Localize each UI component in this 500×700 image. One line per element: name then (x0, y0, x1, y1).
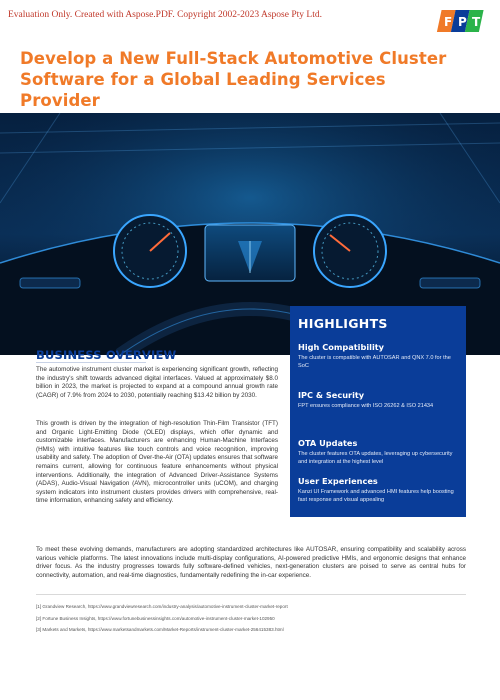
highlights-panel (290, 306, 466, 517)
fpt-logo (436, 8, 486, 38)
highlight-user-experiences (298, 476, 458, 505)
heading-underline (36, 362, 146, 363)
reference-1: [1] Grandview Research, https://www.grandviewresearch.com/industry-analysis/automotive-instrument-cluster-market-report (36, 604, 288, 609)
highlight-desc: The cluster features OTA updates, leveraging up cybersecurity and integration at the highest level (298, 451, 453, 466)
overview-paragraph-1: The automotive instrument cluster market is experiencing significant growth, reflecting the industry's shift towards advanced digital interfaces. Valued at approximately $8.0 billion in 2023, the market is projected to expand at a compound annual growth rate (CAGR) of 7.9% from 2024 to 2030, potentially reaching $13.42 billion by 2030. (36, 366, 278, 399)
overview-paragraph-3: To meet these evolving demands, manufacturers are adopting standardized architectures like AUTOSAR, ensuring compatibility and scalability across various vehicle platforms. The latest innovations include multi-display configurations, AI-powered predictive HMIs, and ergonomic designs that enhance driver focus. As the industry progresses towards fully software-defined vehicles, next-generation clusters are poised to serve as central hubs for connectivity, automation, and real-time diagnostics, fundamentally redefining the in-car experience. (36, 546, 466, 579)
overview-paragraph-2: This growth is driven by the integration of high-resolution Thin-Film Transistor (TFT) and Organic Light-Emitting Diode (OLED) displays, which offer dynamic and customizable interfaces. Manufacturers are enhancing Human-Machine Interfaces (HMIs) with intuitive features like touch controls and voice recognition, improving usability and safety. The adoption of Over-the-Air (OTA) updates ensures that software remains current, allowing for continuous feature enhancements without physical interventions. Additionally, the integration of Advanced Driver-Assistance Systems (ADAS), Audio-Visual Navigation (AVN), microcontroller units (uCOM), and charging system indicators into instrument clusters provides drivers with comprehensive, real-time information, enhancing safety and efficiency. (36, 420, 278, 505)
reference-2: [2] Fortune Business Insights, https://www.fortunebusinessinsights.com/automotive-instrument-cluster-market-102950 (36, 616, 275, 621)
svg-text:T: T (472, 15, 481, 29)
evaluation-watermark: Evaluation Only. Created with Aspose.PDF. Copyright 2002-2023 Aspose Pty Ltd. (8, 10, 322, 20)
highlight-title: OTA Updates (298, 438, 358, 448)
highlight-desc: Kanzi UI Framework and advanced HMI features help boosting fast response and visual appealing (298, 489, 454, 504)
svg-text:F: F (444, 15, 453, 29)
highlight-ota-updates (298, 438, 458, 467)
highlights-title: HIGHLIGHTS (298, 316, 388, 331)
highlight-title: User Experiences (298, 476, 378, 486)
highlight-title: IPC & Security (298, 390, 365, 400)
highlight-desc: The cluster is compatible with AUTOSAR and QNX 7.0 for the SoC (298, 355, 451, 370)
references-divider (36, 594, 466, 595)
reference-3: [3] Markets and Markets, https://www.marketsandmarkets.com/Market-Reports/instrument-cluster-market-256415383.html (36, 627, 284, 632)
highlight-high-compatibility (298, 342, 458, 371)
svg-text:P: P (458, 15, 467, 29)
page-headline: Develop a New Full-Stack Automotive Cluster Software for a Global Leading Services Provider (20, 49, 447, 110)
business-overview-heading: BUSINESS OVERVIEW (36, 348, 177, 362)
highlight-title: High Compatibility (298, 342, 385, 352)
highlight-desc: FPT ensures compliance with ISO 26262 & ISO 21434 (298, 403, 434, 409)
highlight-ipc-security (298, 390, 458, 410)
